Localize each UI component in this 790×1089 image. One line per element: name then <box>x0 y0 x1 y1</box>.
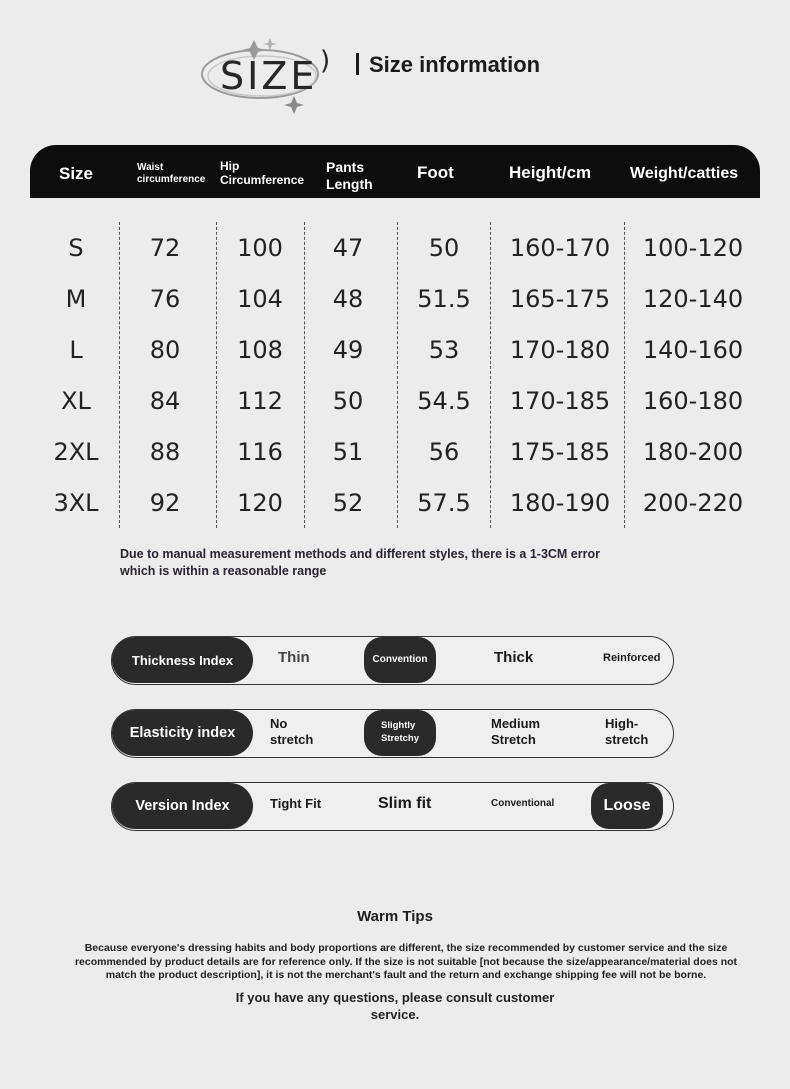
table-cell: 120 <box>237 489 283 517</box>
elasticity-option-slightly-stretchy[interactable] <box>364 710 436 756</box>
thickness-option-convention[interactable]: Convention <box>364 637 436 683</box>
contact-note-line1: If you have any questions, please consult customer <box>235 990 555 1005</box>
column-header-waist-line2: circumference <box>137 174 206 185</box>
table-cell: 160-180 <box>642 387 744 415</box>
table-cell: 50 <box>332 387 364 415</box>
thickness-option-thin[interactable]: Thin <box>278 649 310 666</box>
table-cell: 120-140 <box>642 285 744 313</box>
column-header-hip <box>220 159 304 188</box>
table-cell: 165-175 <box>509 285 611 313</box>
table-cell: 54.5 <box>417 387 471 415</box>
title-divider <box>356 53 359 75</box>
table-cell: 108 <box>237 336 283 364</box>
table-cell: 48 <box>332 285 364 313</box>
column-header-pants-line1: Pants <box>326 159 365 175</box>
thickness-index-row <box>111 636 674 685</box>
column-header-hip-line2: Circumference <box>220 173 305 188</box>
table-cell: XL <box>61 387 91 415</box>
elasticity-option-medium-stretch[interactable] <box>491 716 540 747</box>
size-logo <box>198 32 338 122</box>
logo-text: SIZE <box>220 54 318 98</box>
table-cell: 2XL <box>53 438 99 466</box>
column-header-waist <box>137 162 205 186</box>
elasticity-index-row <box>111 709 674 758</box>
table-cell: 3XL <box>53 489 99 517</box>
table-cell: M <box>65 285 87 313</box>
column-divider <box>624 222 625 528</box>
table-cell: 51.5 <box>417 285 471 313</box>
warm-tips-title: Warm Tips <box>357 908 433 925</box>
table-cell: 88 <box>149 438 181 466</box>
table-cell: 116 <box>237 438 283 466</box>
version-option-slim-fit[interactable]: Slim fit <box>378 795 432 812</box>
column-header-hip-line1: Hip <box>220 159 240 173</box>
column-header-foot: Foot <box>417 163 454 182</box>
measurement-note-line2: which is within a reasonable range <box>120 563 327 578</box>
warm-tips-line3: match the product description], it is not the merchant's fault and the return and exchange shipping fee will not be borne. <box>105 969 707 982</box>
contact-note-line2: service. <box>370 1006 420 1022</box>
table-cell: 56 <box>428 438 460 466</box>
table-cell: 180-190 <box>509 489 611 517</box>
version-option-loose[interactable]: Loose <box>591 783 663 829</box>
measurement-note-line1: Due to manual measurement methods and different styles, there is a 1-3CM error <box>120 547 600 561</box>
elasticity-option-slightly-line2: Stretchy <box>380 733 419 744</box>
table-cell: 100-120 <box>642 234 744 262</box>
column-header-pants-length <box>326 159 373 193</box>
table-cell: 160-170 <box>509 234 611 262</box>
column-divider <box>216 222 217 528</box>
table-cell: 52 <box>332 489 364 517</box>
page-title <box>356 52 540 78</box>
elasticity-option-medium-line2: Stretch <box>491 731 536 747</box>
table-header <box>30 145 760 198</box>
column-header-weight: Weight/catties <box>630 165 739 182</box>
version-option-conventional[interactable]: Conventional <box>491 798 555 809</box>
table-cell: S <box>68 234 84 262</box>
elasticity-option-high-line1: High- <box>605 716 639 731</box>
elasticity-option-high-stretch[interactable] <box>605 716 648 747</box>
column-divider <box>304 222 305 528</box>
column-divider <box>397 222 398 528</box>
table-cell: 49 <box>332 336 364 364</box>
thickness-index-label: Thickness Index <box>112 637 253 683</box>
contact-note <box>195 990 595 1024</box>
elasticity-index-label: Elasticity index <box>112 710 253 756</box>
table-cell: 200-220 <box>642 489 744 517</box>
size-table <box>30 222 760 528</box>
table-cell: 100 <box>237 234 283 262</box>
version-index-label: Version Index <box>112 783 253 829</box>
column-header-pants-line2: Length <box>326 175 373 192</box>
table-cell: 112 <box>237 387 283 415</box>
table-cell: 175-185 <box>509 438 611 466</box>
warm-tips-body <box>48 942 764 983</box>
elasticity-option-slightly-line1: Slightly <box>380 720 416 732</box>
table-cell: 53 <box>428 336 460 364</box>
elasticity-option-no-stretch-line2: stretch <box>270 731 314 747</box>
page-title-text: Size information <box>369 52 541 77</box>
thickness-option-thick[interactable]: Thick <box>494 649 534 666</box>
table-cell: 140-160 <box>642 336 744 364</box>
warm-tips-line2: recommended by product details are for reference only. If the size is not suitable [not because the size/appearance/material does not <box>74 955 738 968</box>
column-header-waist-line1: Waist <box>137 162 164 173</box>
table-cell: 170-180 <box>509 336 611 364</box>
column-header-height: Height/cm <box>509 163 592 182</box>
thickness-option-reinforced[interactable]: Reinforced <box>603 652 661 664</box>
table-cell: 50 <box>428 234 460 262</box>
table-cell: 57.5 <box>417 489 471 517</box>
version-option-tight-fit[interactable]: Tight Fit <box>270 796 322 811</box>
table-cell: 104 <box>237 285 283 313</box>
warm-tips-line1: Because everyone's dressing habits and body proportions are different, the size recommended by customer service and the size <box>84 942 728 954</box>
column-header-size: Size <box>59 164 94 183</box>
measurement-note <box>120 546 680 579</box>
table-cell: 76 <box>149 285 181 313</box>
table-cell: 51 <box>332 438 364 466</box>
table-cell: 170-185 <box>509 387 611 415</box>
table-cell: 72 <box>149 234 181 262</box>
elasticity-option-high-line2: stretch <box>605 731 649 747</box>
logo-paren: ) <box>320 46 331 76</box>
table-cell: 92 <box>149 489 181 517</box>
table-cell: 180-200 <box>642 438 744 466</box>
column-divider <box>119 222 120 528</box>
table-cell: 47 <box>332 234 364 262</box>
version-index-row <box>111 782 674 831</box>
table-cell: L <box>69 336 83 364</box>
elasticity-option-medium-line1: Medium <box>491 716 541 731</box>
table-cell: 84 <box>149 387 181 415</box>
table-cell: 80 <box>149 336 181 364</box>
elasticity-option-no-stretch[interactable] <box>270 716 313 747</box>
column-divider <box>490 222 491 528</box>
elasticity-option-no-stretch-line1: No <box>270 716 288 731</box>
